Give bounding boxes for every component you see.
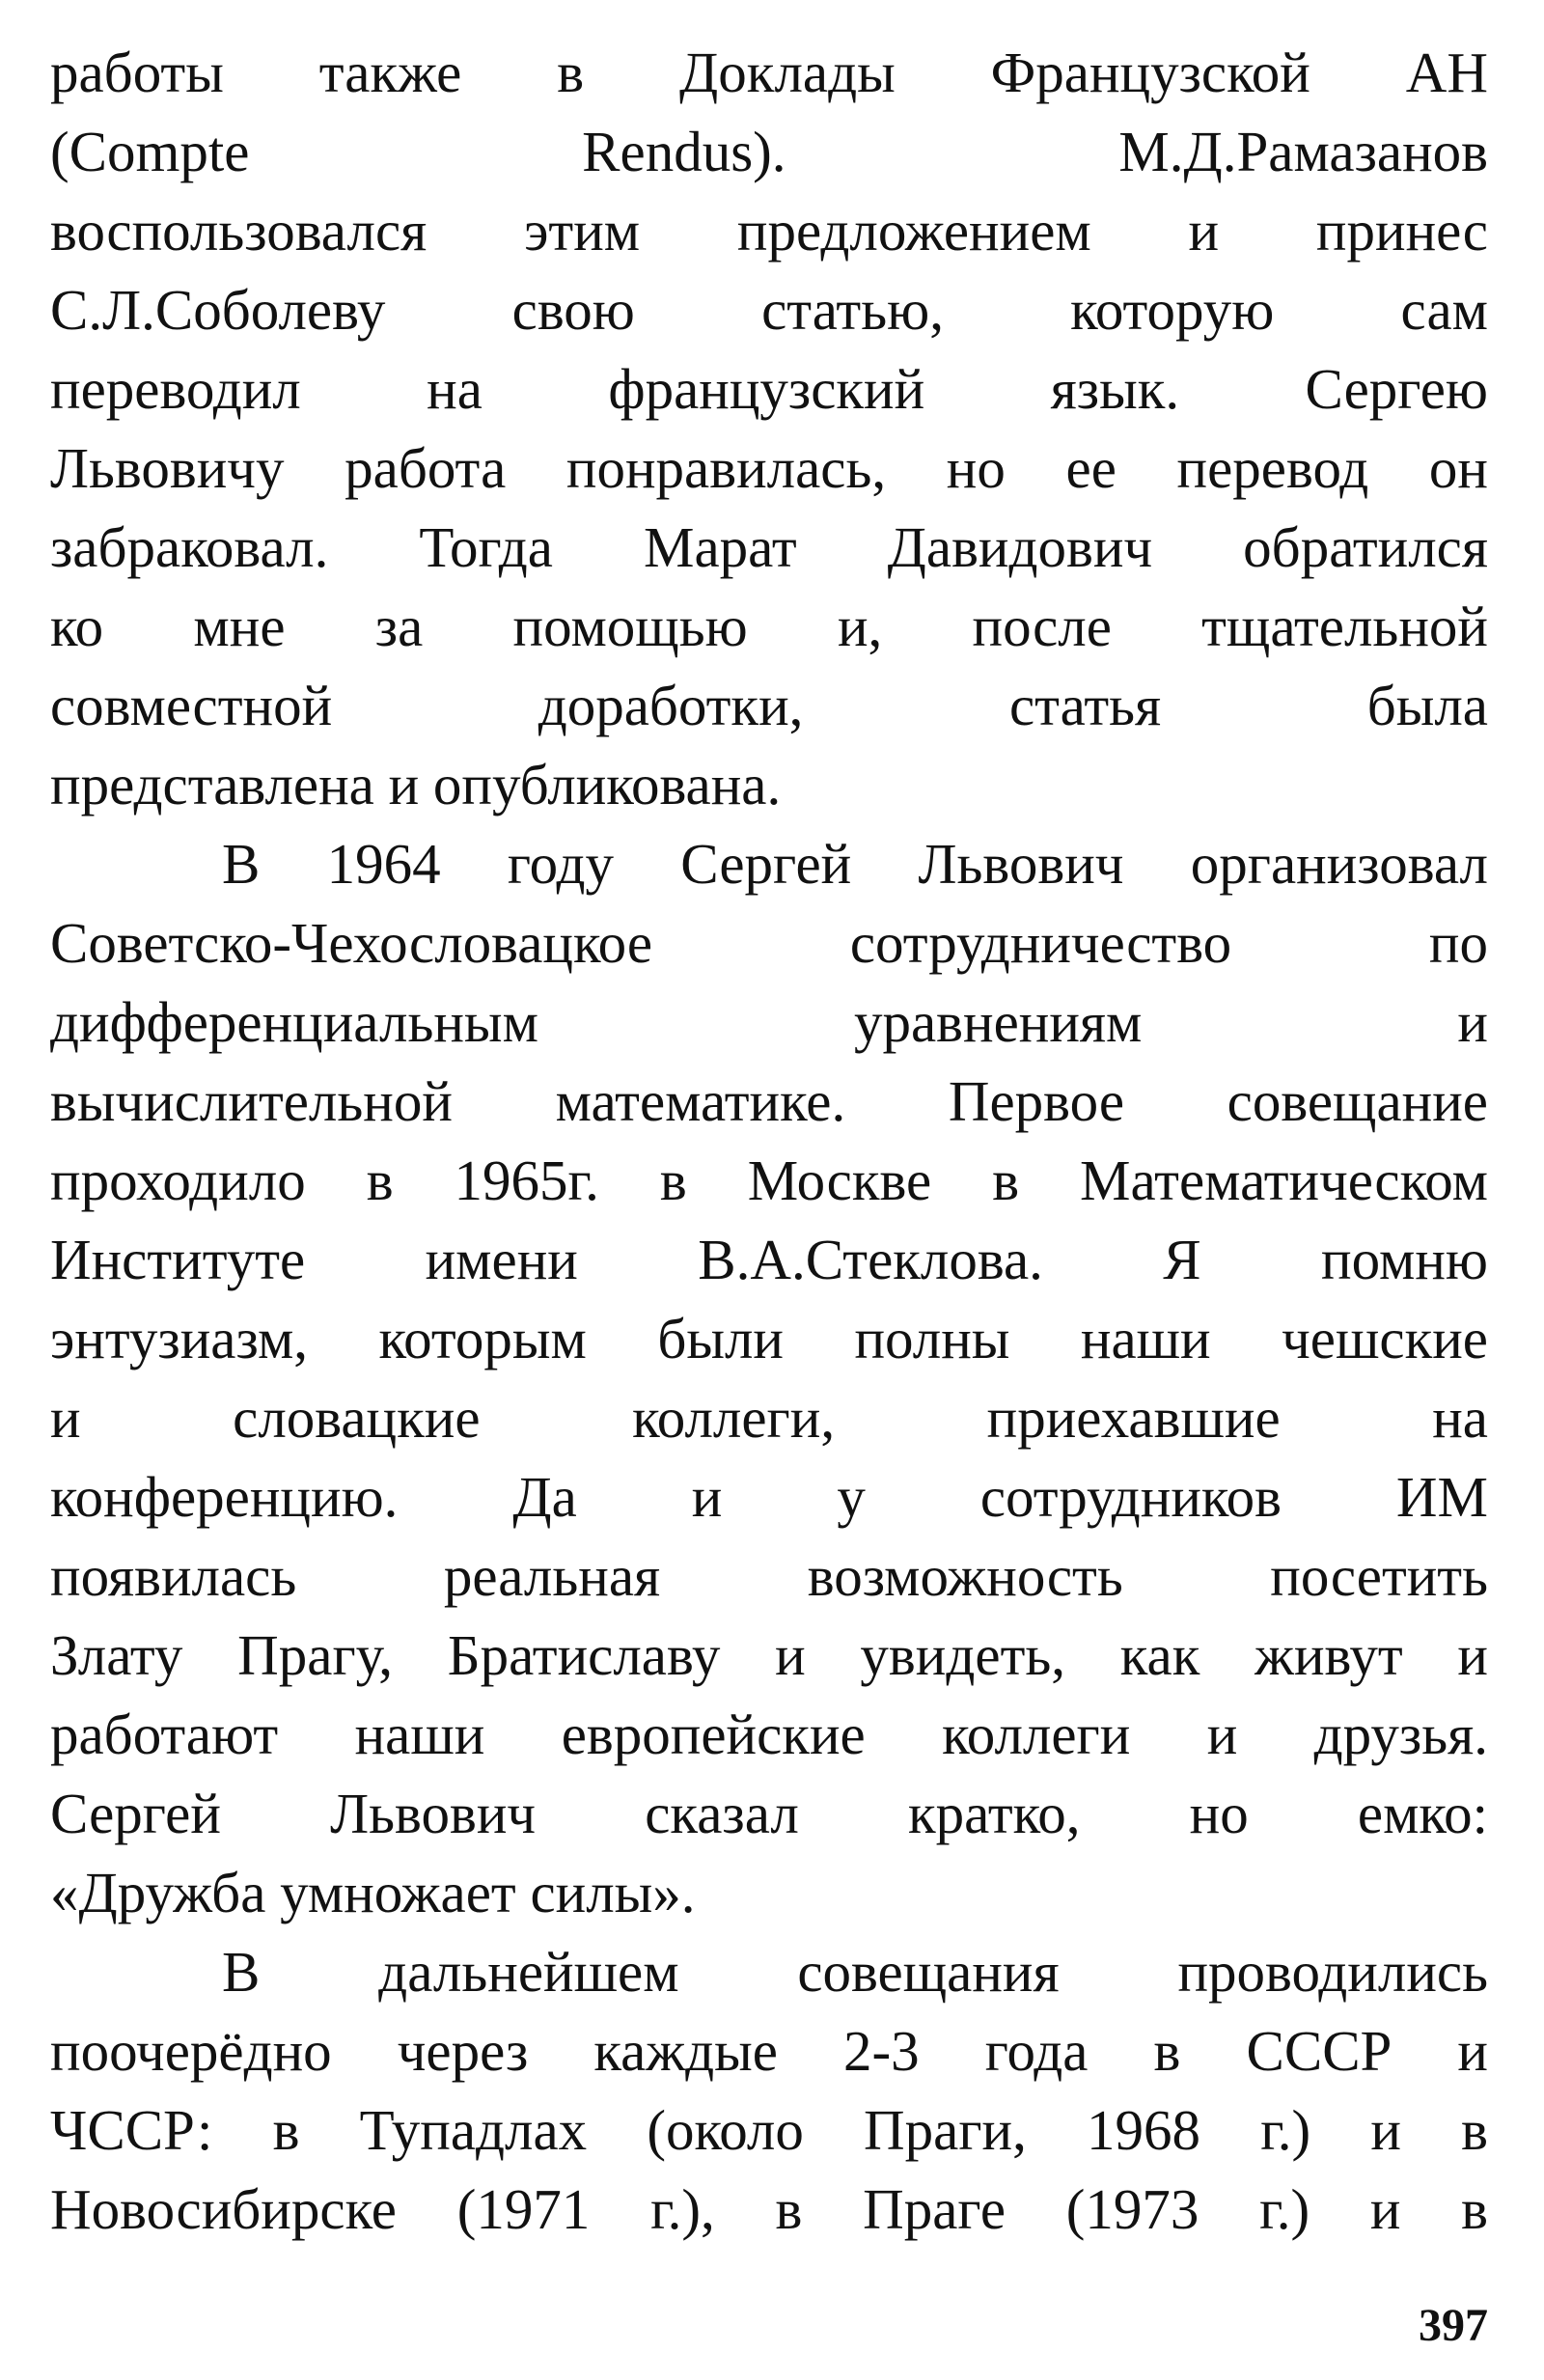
paragraph-1 xyxy=(50,33,1488,824)
text-line: (Compte Rendus). М.Д.Рамазанов xyxy=(50,120,1488,183)
text-line: поочерёдно через каждые 2-3 года в СССР и xyxy=(50,2019,1488,2083)
text-line: Новосибирске (1971 г.), в Праге (1973 г.) и в xyxy=(50,2177,1488,2241)
text-line-last: «Дружба умножает силы». xyxy=(50,1861,696,1924)
text-line: проходило в 1965г. в Москве в Математическом xyxy=(50,1148,1488,1212)
paragraph-2 xyxy=(50,824,1488,1932)
text-line: С.Л.Соболеву свою статью, которую сам xyxy=(50,278,1488,342)
text-line-indented: В 1964 году Сергей Львович организовал xyxy=(222,832,1488,896)
text-line: переводил на французский язык. Сергею xyxy=(50,357,1488,421)
text-line: Советско-Чехословацкое сотрудничество по xyxy=(50,911,1488,975)
paragraph-3 xyxy=(50,1932,1488,2249)
text-line: ЧССР: в Тупадлах (около Праги, 1968 г.) и в xyxy=(50,2098,1488,2162)
text-line: появилась реальная возможность посетить xyxy=(50,1544,1488,1608)
text-line: дифференциальным уравнениям и xyxy=(50,990,1488,1054)
text-line: ко мне за помощью и, после тщательной xyxy=(50,595,1488,658)
text-line: Злату Прагу, Братиславу и увидеть, как живут и xyxy=(50,1623,1488,1687)
page-number: 397 xyxy=(1419,2300,1488,2351)
text-line: работают наши европейские коллеги и друзья. xyxy=(50,1702,1488,1766)
text-line: воспользовался этим предложением и принес xyxy=(50,199,1488,263)
text-line: совместной доработки, статья была xyxy=(50,674,1488,737)
text-line: энтузиазм, которым были полны наши чешские xyxy=(50,1307,1488,1370)
text-line: конференцию. Да и у сотрудников ИМ xyxy=(50,1465,1488,1529)
text-line-last: представлена и опубликована. xyxy=(50,753,782,816)
text-line: вычислительной математике. Первое совещание xyxy=(50,1069,1488,1133)
text-line: Сергей Львович сказал кратко, но емко: xyxy=(50,1782,1488,1845)
text-line: Институте имени В.А.Стеклова. Я помню xyxy=(50,1228,1488,1291)
text-line: Львовичу работа понравилась, но ее перевод он xyxy=(50,436,1488,500)
text-line: забраковал. Тогда Марат Давидович обратился xyxy=(50,515,1488,579)
text-line: работы также в Доклады Французской АН xyxy=(50,41,1488,104)
text-line: и словацкие коллеги, приехавшие на xyxy=(50,1386,1488,1450)
page-body xyxy=(50,33,1488,2249)
text-line-indented: В дальнейшем совещания проводились xyxy=(222,1940,1488,2004)
